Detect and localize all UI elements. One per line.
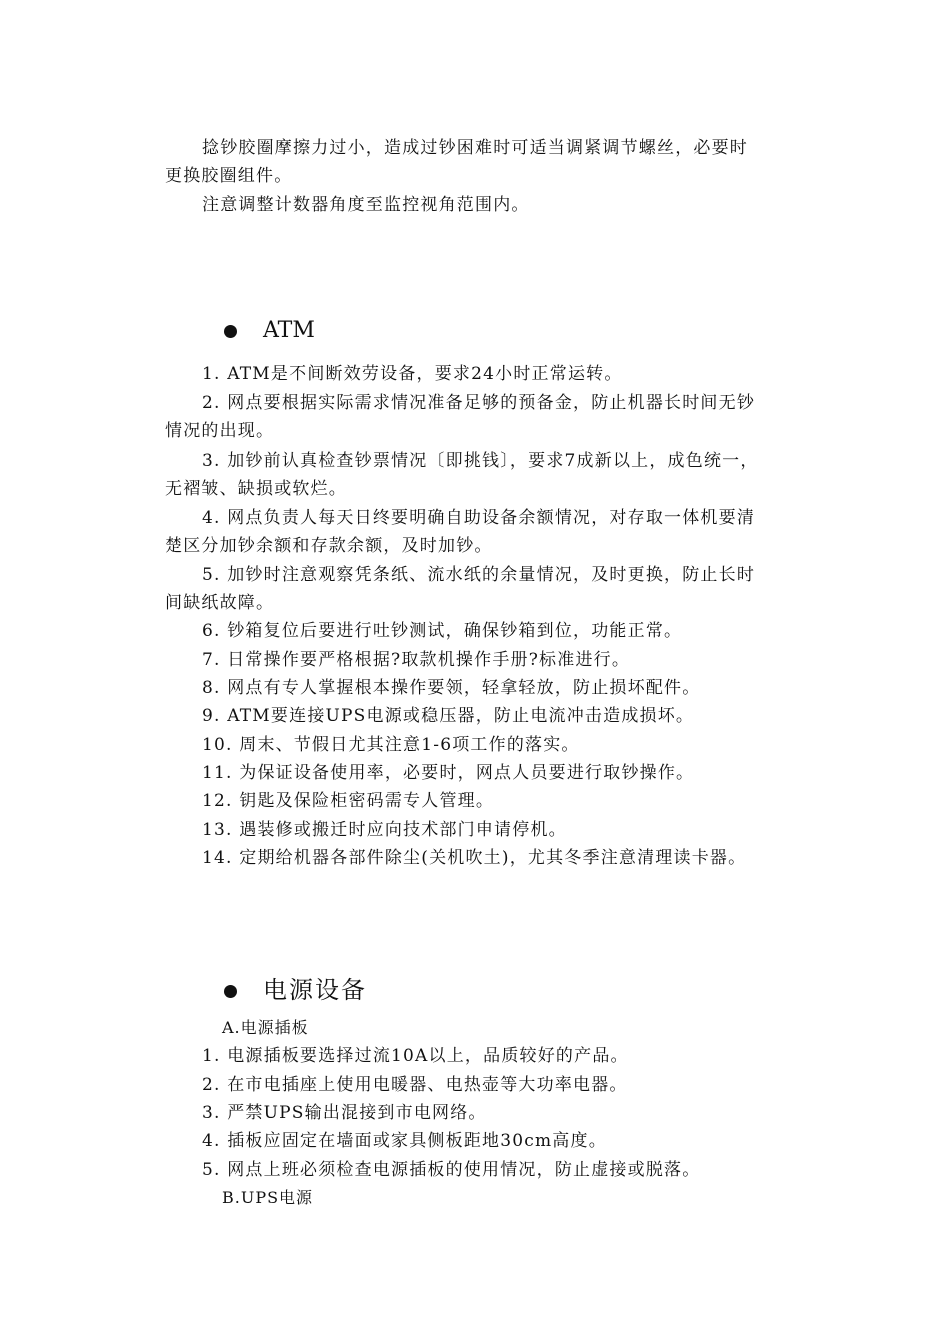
atm-item-6: 6. 钞箱复位后要进行吐钞测试，确保钞箱到位，功能正常。 <box>202 621 683 641</box>
power-heading-text: 电源设备 <box>263 976 367 1004</box>
atm-item-13: 13. 遇装修或搬迁时应向技术部门申请停机。 <box>202 820 567 840</box>
atm-section-heading <box>224 318 315 343</box>
power-item-3: 3. 严禁UPS输出混接到市电网络。 <box>202 1103 487 1123</box>
atm-item-4-line-2: 楚区分加钞余额和存款余额，及时加钞。 <box>165 536 493 556</box>
atm-item-5-line-1: 5. 加钞时注意观察凭条纸、流水纸的余量情况，及时更换，防止长时 <box>202 565 756 585</box>
atm-item-5-line-2: 间缺纸故障。 <box>165 593 275 613</box>
atm-item-2-line-2: 情况的出现。 <box>165 421 275 441</box>
atm-item-10: 10. 周末、节假日尤其注意1-6项工作的落实。 <box>202 735 580 755</box>
bullet-icon <box>224 325 237 338</box>
atm-item-3-line-1: 3. 加钞前认真检查钞票情况〔即挑钱〕，要求7成新以上，成色统一， <box>202 451 759 471</box>
atm-item-8: 8. 网点有专人掌握根本操作要领，轻拿轻放，防止损坏配件。 <box>202 678 701 698</box>
atm-item-2-line-1: 2. 网点要根据实际需求情况准备足够的预备金，防止机器长时间无钞 <box>202 393 756 413</box>
bullet-icon <box>224 985 237 998</box>
power-subheading-b: B.UPS电源 <box>222 1188 314 1207</box>
power-item-1: 1. 电源插板要选择过流10A以上，品质较好的产品。 <box>202 1046 629 1066</box>
power-subheading-a: A.电源插板 <box>222 1018 309 1037</box>
atm-item-12: 12. 钥匙及保险柜密码需专人管理。 <box>202 791 495 811</box>
atm-item-7: 7. 日常操作要严格根据?取款机操作手册?标准进行。 <box>202 650 631 670</box>
atm-item-4-line-1: 4. 网点负责人每天日终要明确自助设备余额情况，对存取一体机要清 <box>202 508 756 528</box>
power-section-heading <box>224 970 367 1005</box>
power-item-4: 4. 插板应固定在墙面或家具侧板距地30cm高度。 <box>202 1131 607 1151</box>
intro-paragraph-1-line-2: 更换胶圈组件。 <box>165 166 293 186</box>
power-item-2: 2. 在市电插座上使用电暖器、电热壶等大功率电器。 <box>202 1075 628 1095</box>
atm-item-14: 14. 定期给机器各部件除尘(关机吹土)，尤其冬季注意清理读卡器。 <box>202 848 747 868</box>
atm-item-11: 11. 为保证设备使用率，必要时，网点人员要进行取钞操作。 <box>202 763 695 783</box>
atm-item-1: 1. ATM是不间断效劳设备，要求24小时正常运转。 <box>202 364 623 384</box>
atm-heading-text: ATM <box>263 318 315 343</box>
atm-item-9: 9. ATM要连接UPS电源或稳压器，防止电流冲击造成损坏。 <box>202 706 695 726</box>
atm-item-3-line-2: 无褶皱、缺损或软烂。 <box>165 479 347 499</box>
intro-paragraph-2: 注意调整计数器角度至监控视角范围内。 <box>202 195 530 215</box>
power-item-5: 5. 网点上班必须检查电源插板的使用情况，防止虚接或脱落。 <box>202 1160 701 1180</box>
intro-paragraph-1-line-1: 捻钞胶圈摩擦力过小，造成过钞困难时可适当调紧调节螺丝，必要时 <box>202 138 748 158</box>
